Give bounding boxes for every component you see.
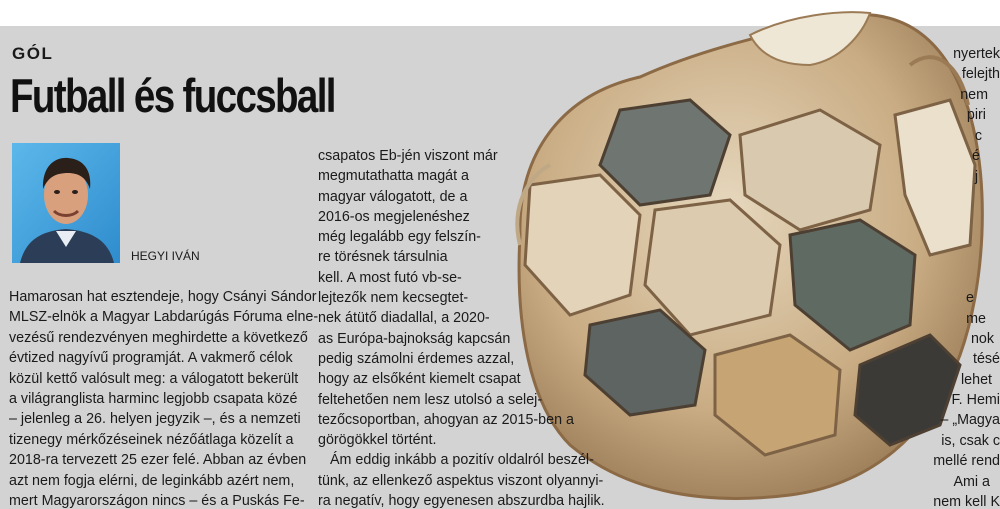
text-line: a világranglista harminc legjobb csapata közé <box>9 391 298 408</box>
article-column-2 <box>318 146 614 509</box>
text-line: feltehetően nem lesz utolsó a selej- <box>318 391 543 408</box>
text-line: magyar válogatott, de a <box>318 188 468 205</box>
text-line: MLSZ-elnök a Magyar Labdarúgás Fóruma elne- <box>9 309 319 326</box>
text-line: pedig számolni érdemes azzal, <box>318 350 515 367</box>
text-line: 2018-ra tervezett 25 ezer felé. Abban az évben <box>9 452 307 469</box>
text-line: lejtezők nem kecsegtet- <box>318 290 469 307</box>
text-line: piri <box>966 107 986 123</box>
text-line: tizenegy mérkőzéseinek nézőátlaga közelít a <box>9 431 294 448</box>
text-line: Hamarosan hat esztendeje, hogy Csányi Sándor <box>9 289 317 305</box>
text-line: felejth <box>961 66 1000 82</box>
text-line: tésé <box>972 351 1000 367</box>
text-line: is, csak c <box>941 433 1000 449</box>
text-line: hogy az elsőként kiemelt csapat <box>318 371 521 388</box>
text-line: é <box>972 148 980 164</box>
text-line: re törésnek társulnia <box>318 249 448 266</box>
text-line: e <box>966 290 974 306</box>
text-line: Ami a <box>953 474 990 490</box>
text-line: nok <box>970 331 994 347</box>
text-line: vezésű rendezvényen meghirdette a következő <box>9 329 308 346</box>
text-line: mellé rend <box>933 453 1000 469</box>
text-line: ra negatív, hogy egyenesen abszurdba hajlik. <box>318 493 605 509</box>
article-column-1 <box>9 287 319 509</box>
text-line: kell. A most futó vb-se- <box>318 269 462 286</box>
author-portrait-image <box>12 143 120 263</box>
text-line: Ám eddig inkább a pozitív oldalról beszél- <box>330 452 594 469</box>
text-line: nyertek <box>953 46 1000 62</box>
text-line: nem kell K <box>933 494 1000 509</box>
author-photo <box>12 143 120 263</box>
text-line: közül kettő valósult meg: a válogatott bekerült <box>9 370 299 387</box>
text-line: F. Hemi <box>951 392 1000 408</box>
text-line: tünk, az ellenkező aspektus viszont olyannyi- <box>318 472 604 489</box>
text-line: mert Magyarországon nincs – és a Puskás Fe- <box>9 493 305 509</box>
text-line: csapatos Eb-jén viszont már <box>318 148 498 164</box>
text-line: – „Magya <box>940 412 1000 428</box>
text-line: as Európa-bajnokság kapcsán <box>318 330 511 347</box>
text-line: j <box>974 169 978 185</box>
text-line: nek átütő diadallal, a 2020- <box>318 310 490 327</box>
section-label: GÓL <box>12 44 54 63</box>
text-line: me <box>966 311 986 327</box>
text-line: c <box>974 128 982 144</box>
text-line: görögökkel történt. <box>318 432 437 449</box>
headline: Futball és fuccsball <box>10 69 335 122</box>
text-line: tezőcsoportban, ahogyan az 2015-ben a <box>318 411 574 428</box>
text-line: évtized nagyívű programját. A vakmerő célok <box>9 350 293 367</box>
text-line: azt nem fogja elérni, de leginkább azért nem, <box>9 472 295 489</box>
text-line: lehet <box>960 372 992 388</box>
text-line: 2016-os megjelenéshez <box>318 208 470 225</box>
text-line: megmutathatta magát a <box>318 168 469 185</box>
text-line: – jelenleg a 26. helyen jegyzik –, és a nemzeti <box>9 411 301 428</box>
text-line: nem <box>960 87 988 103</box>
author-byline: HEGYI IVÁN <box>131 249 200 263</box>
article-column-3-cropped <box>930 44 1000 509</box>
text-line: még legalább egy felszín- <box>318 229 481 246</box>
